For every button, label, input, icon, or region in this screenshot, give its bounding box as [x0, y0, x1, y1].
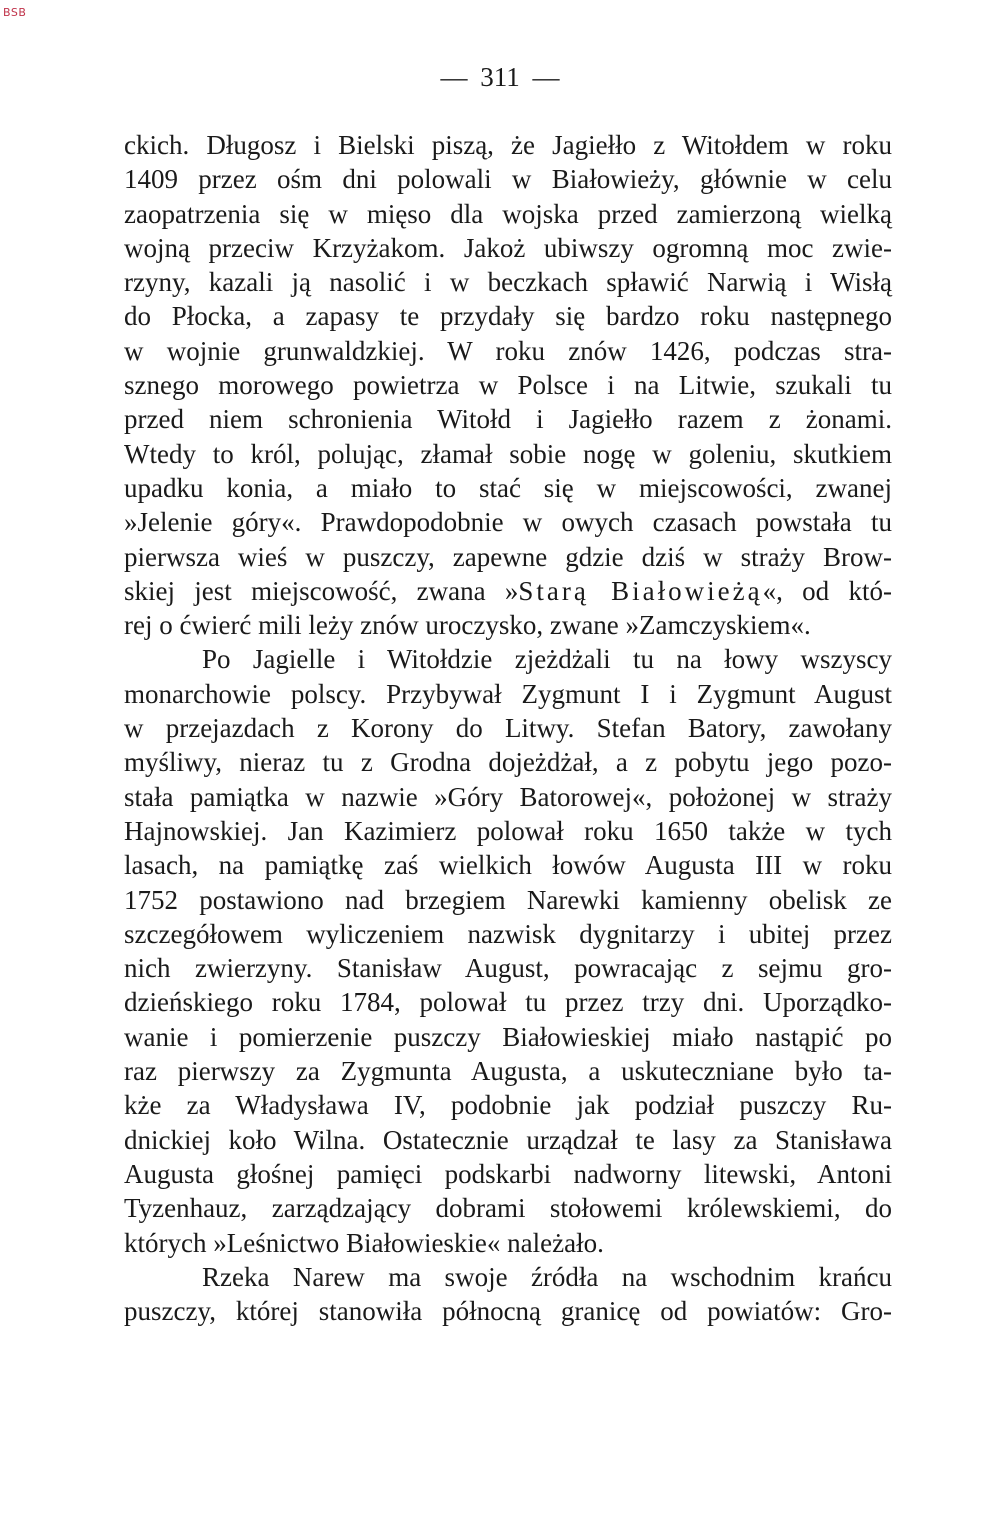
text-line: dnickiej koło Wilna. Ostatecznie urządzał te lasy za Stanisława — [124, 1124, 892, 1155]
text-line: nich zwierzyny. Stanisław August, powracając z sejmu gro- — [124, 953, 892, 984]
paragraph-first-line: Po Jagielle i Witołdzie zjeżdżali tu na łowy wszyscy — [202, 644, 892, 675]
text-line: puszczy, której stanowiła północną granicę od powiatów: Gro- — [124, 1296, 892, 1327]
text-line: Augusta głośnej pamięci podskarbi nadworny litewski, Antoni — [124, 1158, 892, 1189]
text-line: przed niem schronienia Witołd i Jagiełło razem z żonami. — [124, 404, 892, 435]
page-number: — 311 — — [440, 62, 560, 92]
text-line: wanie i pomierzenie puszczy Białowieskiej miało nastąpić po — [124, 1021, 892, 1052]
text-line: lasach, na pamiątkę zaś wielkich łowów Augusta III w roku — [124, 850, 892, 881]
library-stamp: BSB — [3, 6, 27, 19]
text-line: myśliwy, nieraz tu z Grodna dojeżdżał, a z pobytu jego pozo- — [124, 747, 892, 778]
text-line: w wojnie grunwaldzkiej. W roku znów 1426, podczas stra- — [124, 335, 892, 366]
text-line: sznego morowego powietrza w Polsce i na Litwie, szukali tu — [124, 370, 892, 401]
text-line: kże za Władysława IV, podobnie jak podział puszczy Ru- — [124, 1090, 892, 1121]
text-line: dzieńskiego roku 1784, polował tu przez trzy dni. Uporządko- — [124, 987, 892, 1018]
body-text — [124, 128, 892, 1328]
text-line: 1752 postawiono nad brzegiem Narewki kamienny obelisk ze — [124, 884, 892, 915]
line-text-after: «, od któ- — [762, 575, 892, 606]
text-line: upadku konia, a miało to stać się w miejscowości, zwanej — [124, 472, 892, 503]
text-line: Hajnowskiej. Jan Kazimierz polował roku 1650 także w tych — [124, 815, 892, 846]
text-line: szczegółowem wyliczeniem nazwisk dygnitarzy i ubitej przez — [124, 918, 892, 949]
text-line: zaopatrzenia się w mięso dla wojska przed zamierzoną wielką — [124, 198, 892, 229]
text-line: pierwsza wieś w puszczy, zapewne gdzie dziś w straży Brow- — [124, 541, 892, 572]
line-text-before: skiej jest miejscowość, zwana » — [124, 575, 519, 606]
text-line: »Jelenie góry«. Prawdopodobnie w owych czasach powstała tu — [124, 507, 892, 538]
text-line: wojną przeciw Krzyżakom. Jakoż ubiwszy ogromną moc zwie- — [124, 232, 892, 263]
text-line: raz pierwszy za Zygmunta Augusta, a uskuteczniane było ta- — [124, 1056, 892, 1087]
paragraph-first-line: Rzeka Narew ma swoje źródła na wschodnim krańcu — [202, 1261, 892, 1292]
text-line — [124, 574, 892, 608]
text-line: ckich. Długosz i Bielski piszą, że Jagiełło z Witołdem w roku — [124, 130, 892, 160]
text-line: rzyny, kazali ją nasolić i w beczkach spławić Narwią i Wisłą — [124, 267, 892, 298]
text-line: których »Leśnictwo Białowieskie« należało. — [124, 1227, 604, 1258]
text-line: w przejazdach z Korony do Litwy. Stefan Batory, zawołany — [124, 713, 892, 744]
text-line: Wtedy to król, polując, złamał sobie nogę w goleniu, skutkiem — [124, 438, 892, 469]
spaced-place-name: Starą Białowieżą — [518, 575, 763, 606]
text-line: rej o ćwierć mili leży znów uroczysko, zwane »Zamczyskiem«. — [124, 610, 811, 641]
text-line: stała pamiątka w nazwie »Góry Batorowej«, położonej w straży — [124, 781, 892, 812]
text-line: 1409 przez ośm dni polowali w Białowieży, głównie w celu — [124, 164, 892, 195]
text-line: monarchowie polscy. Przybywał Zygmunt I i Zygmunt August — [124, 678, 892, 709]
text-line: Tyzenhauz, zarządzający dobrami stołowemi królewskiemi, do — [124, 1193, 892, 1224]
text-line: do Płocka, a zapasy te przydały się bardzo roku następnego — [124, 301, 892, 332]
